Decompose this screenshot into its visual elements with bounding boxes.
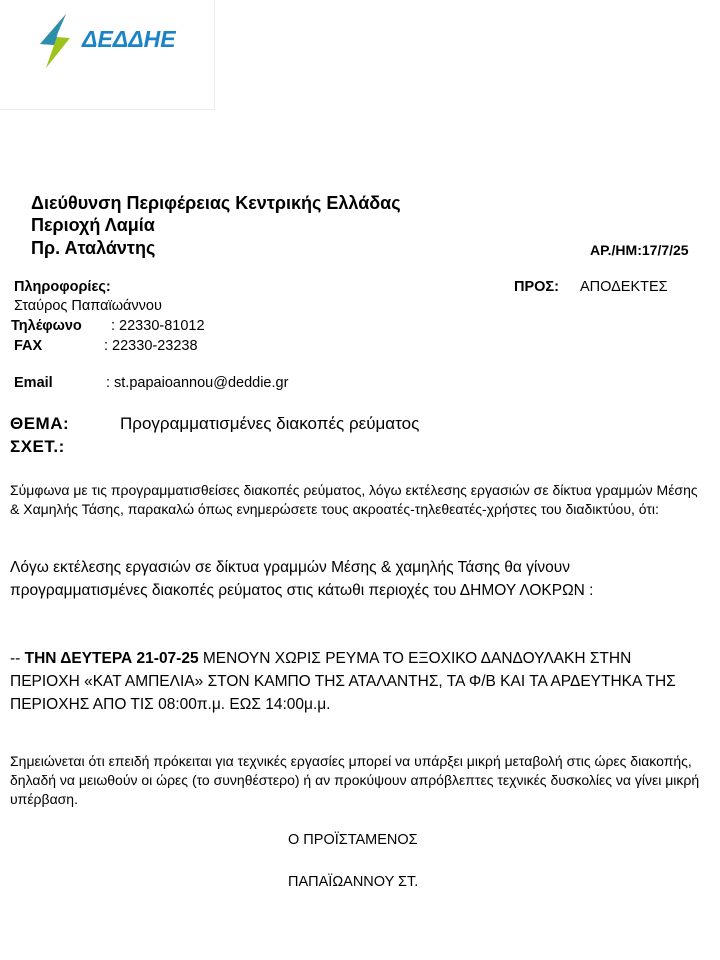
fax-label: FAX: [14, 338, 43, 354]
outage-details: ΜΕΝΟΥΝ ΧΩΡΙΣ ΡΕΥΜΑ ΤΟ ΕΞΟΧΙΚΟ ΔΑΝΔΟΥΛΑΚΗ ΣΤΗΝ ΠΕΡΙΟΧΗ «ΚΑΤ ΑΜΠΕΛΙΑ» ΣΤΟΝ ΚΑΜΠΟ ΤΗΣ ΑΤΑΛΑΝΤΗΣ, ΤΑ Φ/Β ΚΑΙ ΤΑ ΑΡΔΕΥΤΗΚΑ ΤΗΣ ΠΕΡΙΟΧΗΣ ΑΠΟ ΤΙΣ 08:00π.μ. ΕΩΣ 14:00μ.μ.: [10, 650, 676, 713]
disclaimer-paragraph: Σημειώνεται ότι επειδή πρόκειται για τεχνικές εργασίες μπορεί να υπάρξει μικρή μεταβολή στις ώρες διακοπής, δηλαδή να μειωθούν οι ώρες (το συνηθέστερο) ή αν προκύψουν απρόβλεπτες τεχνικές δυσκολίες να γίνει μικρή υπέρβαση.: [10, 753, 700, 807]
recipient-label: ΠΡΟΣ:: [514, 279, 559, 295]
outage-notice: [10, 647, 700, 716]
email-value: : st.papaioannou@deddie.gr: [106, 375, 289, 391]
reference-number: ΑΡ./ΗΜ:17/7/25: [590, 242, 689, 258]
outage-prefix: --: [10, 650, 25, 667]
info-label: Πληροφορίες:: [14, 279, 111, 295]
fax-value: : 22330-23238: [104, 338, 198, 354]
logo-area: [0, 0, 215, 110]
lightning-bolt-icon: [36, 14, 82, 70]
branch-title: Πρ. Αταλάντης: [31, 238, 156, 258]
phone-label: Τηλέφωνο: [11, 318, 82, 334]
signature-name: ΠΑΠΑΪΩΑΝΝΟΥ ΣΤ.: [288, 874, 419, 890]
recipient-value: ΑΠΟΔΕΚΤΕΣ: [580, 279, 668, 295]
company-logo-text: ΔΕΔΔΗΕ: [82, 26, 176, 52]
intro-paragraph: Σύμφωνα με τις προγραμματισθείσες διακοπές ρεύματος, λόγω εκτέλεσης εργασιών σε δίκτυα γραμμών Μέσης & Χαμηλής Τάσης, παρακαλώ όπως ενημερώσετε τους ακροατές-τηλεθεατές-χρήστες του διαδικτύου, ότι:: [10, 482, 698, 517]
directorate-title: Διεύθυνση Περιφέρειας Κεντρικής Ελλάδας: [31, 193, 401, 213]
email-label: Email: [14, 375, 53, 391]
signature-title: Ο ΠΡΟΪΣΤΑΜΕΝΟΣ: [288, 832, 418, 848]
outage-date: ΤΗΝ ΔΕΥΤΕΡΑ 21-07-25: [24, 650, 199, 667]
announcement-paragraph: Λόγω εκτέλεσης εργασιών σε δίκτυα γραμμών Μέσης & χαμηλής Τάσης θα γίνουν προγραμματισμένες διακοπές ρεύματος στις κάτωθι περιοχές του ΔΗΜΟΥ ΛΟΚΡΩΝ :: [10, 559, 594, 599]
reference-label: ΣΧΕΤ.:: [10, 437, 65, 456]
region-title: Περιοχή Λαμία: [31, 215, 155, 235]
subject-label: ΘΕΜΑ:: [10, 414, 70, 433]
phone-value: : 22330-81012: [111, 318, 205, 334]
info-name: Σταύρος Παπαϊωάννου: [14, 298, 162, 314]
subject-text: Προγραμματισμένες διακοπές ρεύματος: [120, 414, 420, 433]
